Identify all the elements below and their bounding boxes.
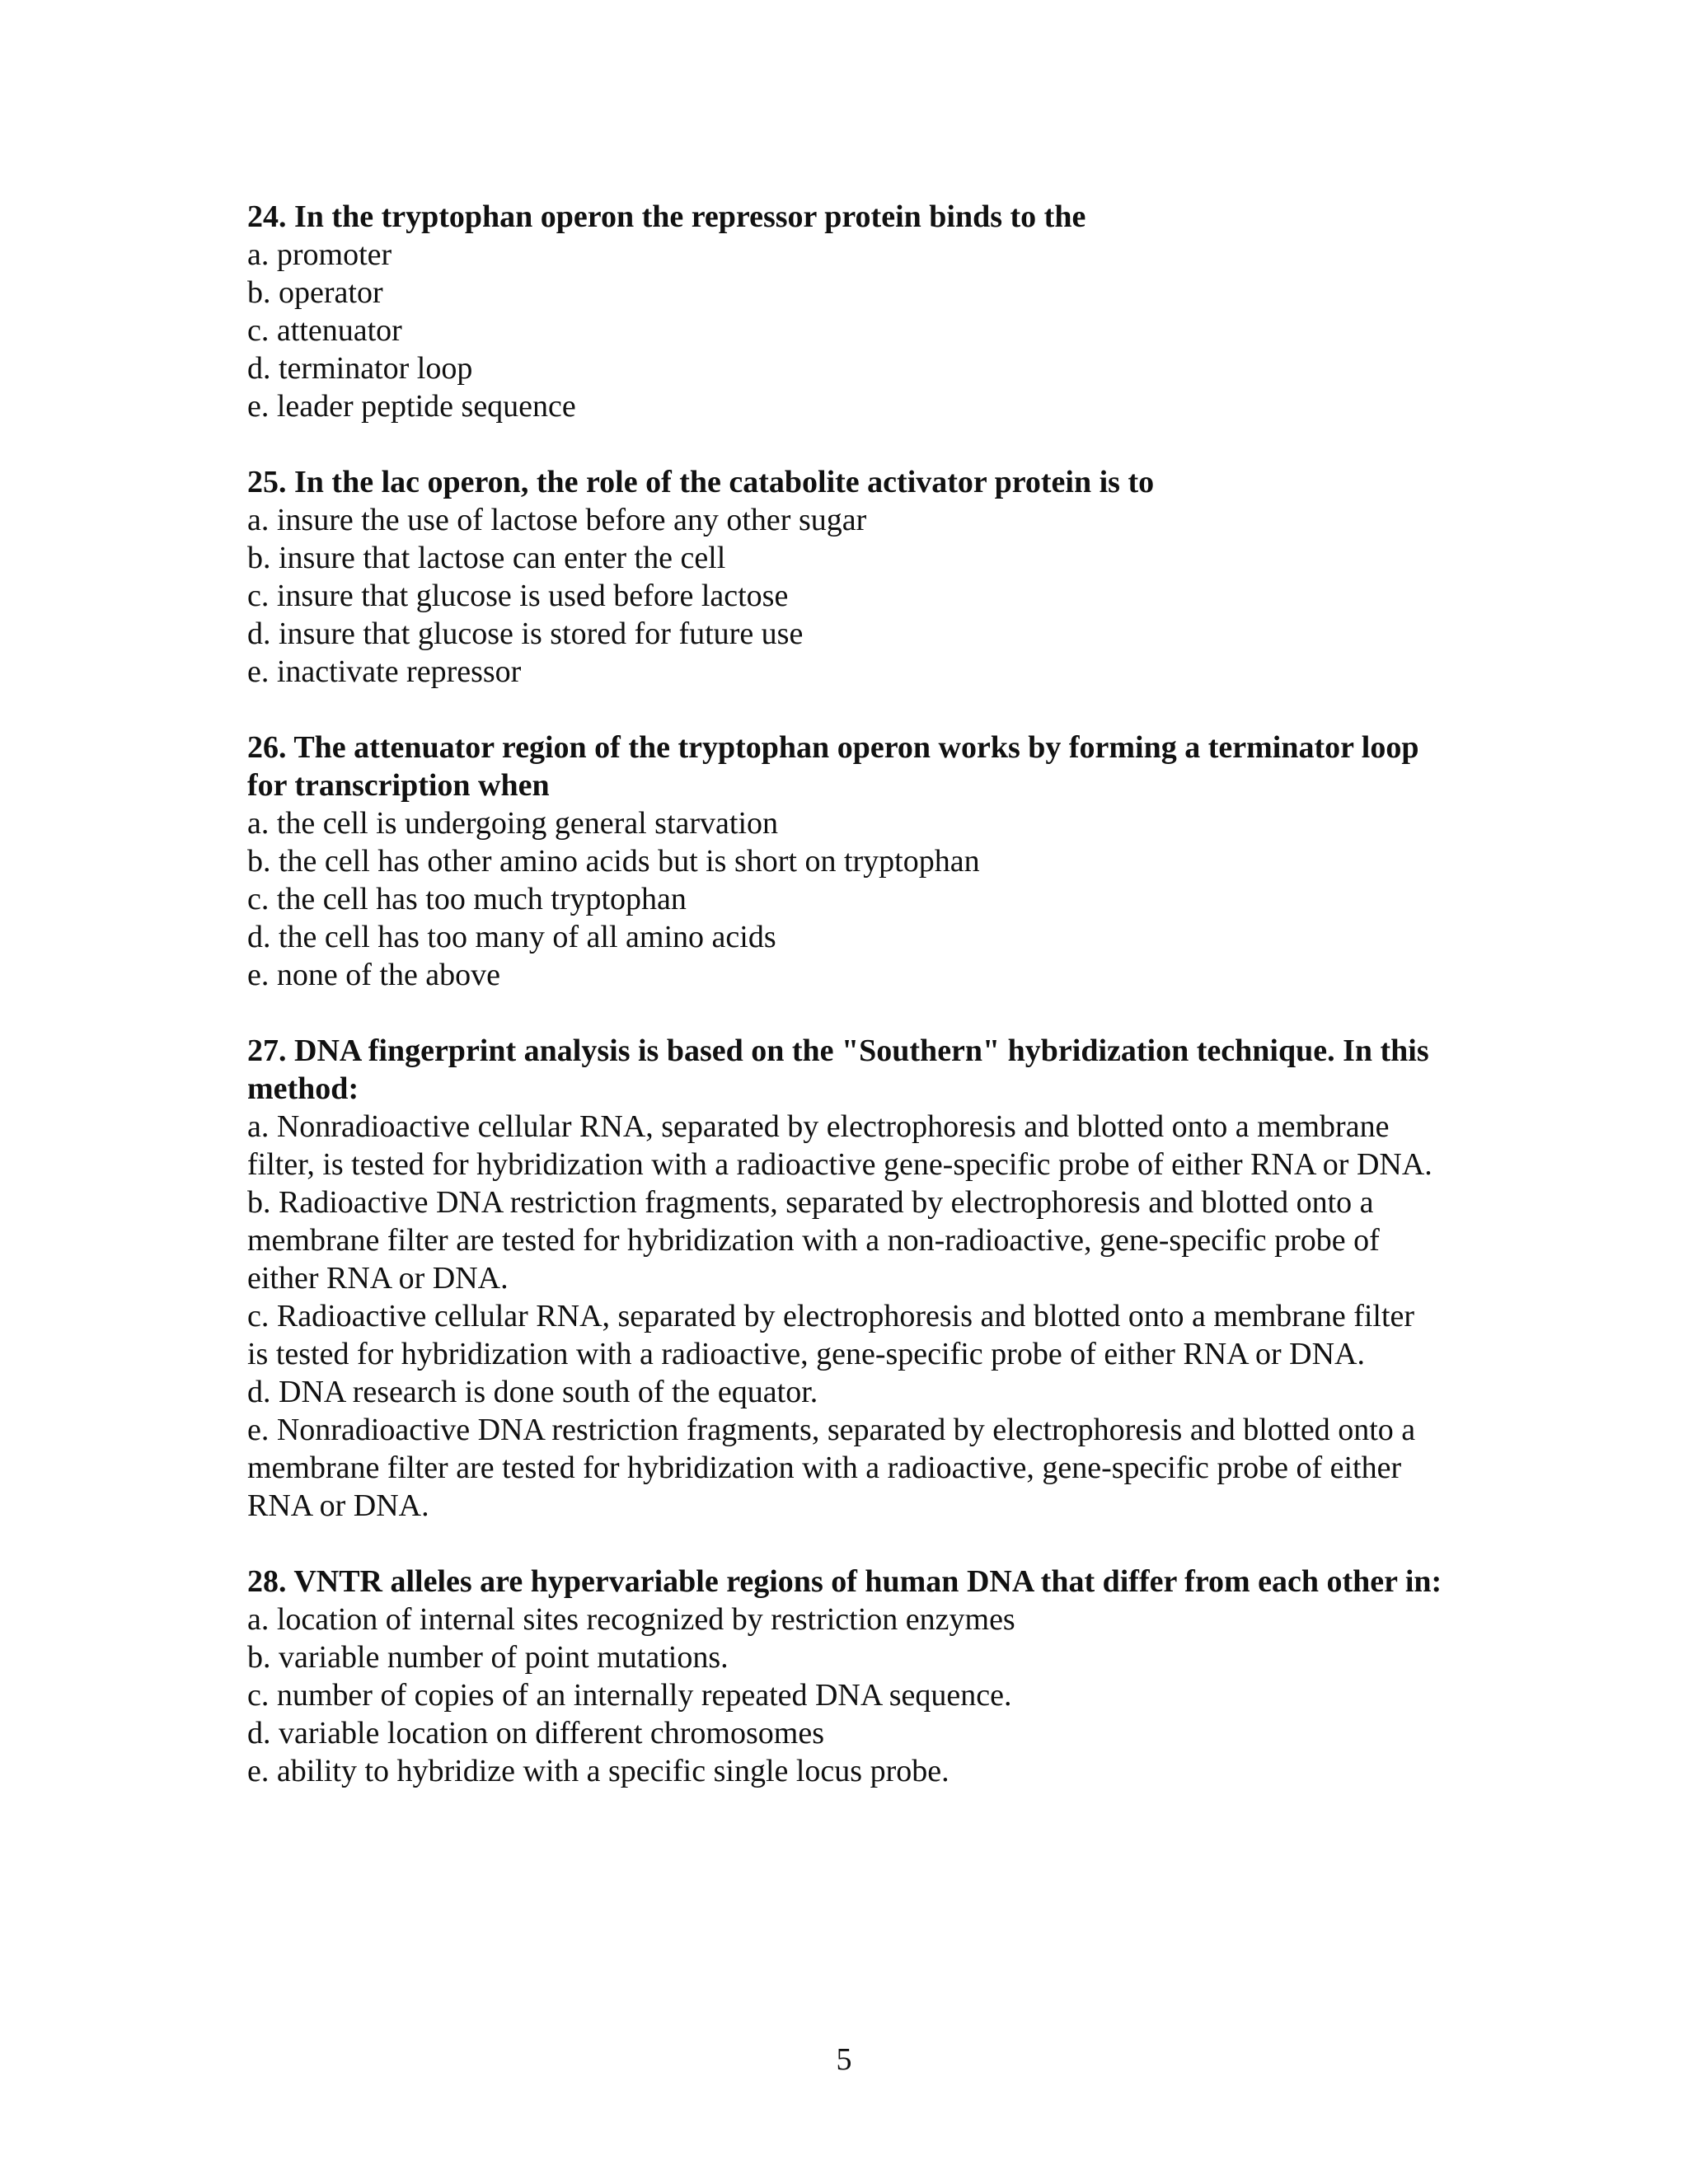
answer-option-d: d. DNA research is done south of the equator. — [247, 1375, 818, 1409]
answer-option-a: a. Nonradioactive cellular RNA, separated by electrophoresis and blotted onto a membrane filter, is tested for hybridization with a radioactive gene-specific probe of either RNA or DNA. — [247, 1109, 1432, 1182]
answer-options — [247, 501, 1442, 691]
question-27 — [247, 1032, 1442, 1525]
question-text: 27. DNA fingerprint analysis is based on the "Southern" hybridization technique. In this method: — [247, 1033, 1429, 1106]
answer-option-e: e. ability to hybridize with a specific single locus probe. — [247, 1754, 950, 1788]
answer-option-b: b. Radioactive DNA restriction fragments, separated by electrophoresis and blotted onto a membrane filter are tested for hybridization with a non-radioactive, gene-specific probe of either RNA or DNA. — [247, 1185, 1380, 1296]
question-list — [247, 198, 1442, 1828]
answer-options — [247, 804, 1442, 994]
question-text: 25. In the lac operon, the role of the catabolite activator protein is to — [247, 465, 1155, 499]
answer-option-b: b. insure that lactose can enter the cell — [247, 541, 726, 575]
question-28 — [247, 1563, 1442, 1790]
page-number: 5 — [836, 2042, 852, 2077]
answer-option-c: c. attenuator — [247, 313, 402, 348]
answer-option-a: a. location of internal sites recognized by restriction enzymes — [247, 1602, 1015, 1637]
answer-option-b: b. variable number of point mutations. — [247, 1640, 729, 1675]
answer-option-a: a. insure the use of lactose before any other sugar — [247, 503, 867, 537]
question-25 — [247, 463, 1442, 691]
answer-option-e: e. Nonradioactive DNA restriction fragments, separated by electrophoresis and blotted onto a membrane filter are tested for hybridization with a radioactive, gene-specific probe of either RNA or DNA. — [247, 1413, 1416, 1523]
answer-option-e: e. none of the above — [247, 958, 501, 992]
answer-option-d: d. variable location on different chromosomes — [247, 1716, 824, 1750]
answer-options — [247, 1108, 1442, 1525]
question-24 — [247, 198, 1442, 425]
answer-option-c: c. the cell has too much tryptophan — [247, 882, 687, 916]
question-text: 26. The attenuator region of the tryptophan operon works by forming a terminator loop for transcription when — [247, 730, 1419, 803]
answer-option-c: c. number of copies of an internally repeated DNA sequence. — [247, 1678, 1012, 1713]
answer-option-e: e. leader peptide sequence — [247, 389, 576, 424]
question-26 — [247, 729, 1442, 994]
answer-option-d: d. insure that glucose is stored for future use — [247, 616, 804, 651]
answer-option-a: a. the cell is undergoing general starvation — [247, 806, 779, 841]
answer-option-b: b. operator — [247, 275, 383, 310]
answer-option-b: b. the cell has other amino acids but is short on tryptophan — [247, 844, 980, 879]
answer-option-e: e. inactivate repressor — [247, 654, 522, 689]
question-text: 24. In the tryptophan operon the repressor protein binds to the — [247, 199, 1086, 234]
answer-option-c: c. Radioactive cellular RNA, separated by electrophoresis and blotted onto a membrane filter is tested for hybridization with a radioactive, gene-specific probe of either RNA or DNA. — [247, 1299, 1415, 1371]
answer-option-d: d. the cell has too many of all amino acids — [247, 920, 776, 954]
answer-option-a: a. promoter — [247, 237, 392, 272]
answer-option-d: d. terminator loop — [247, 351, 473, 386]
answer-options — [247, 1601, 1442, 1790]
answer-options — [247, 236, 1442, 425]
question-text: 28. VNTR alleles are hypervariable regions of human DNA that differ from each other in: — [247, 1564, 1442, 1599]
answer-option-c: c. insure that glucose is used before lactose — [247, 579, 789, 613]
